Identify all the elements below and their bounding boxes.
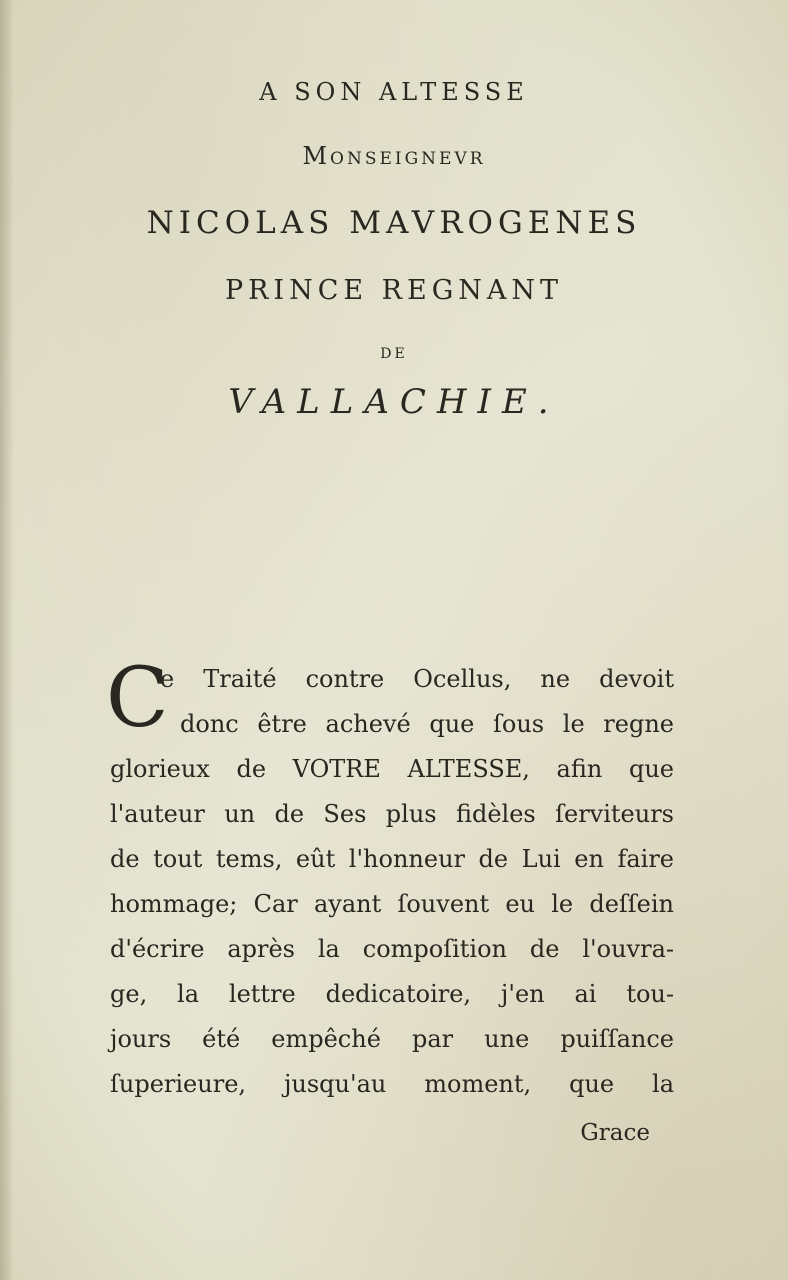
catchword: Grace (580, 1120, 650, 1146)
dedication-place: VALLACHIE. (228, 382, 560, 422)
page-gutter-shadow (0, 0, 14, 1280)
text-line-9: jours été empêché par une puiſſance (110, 1025, 674, 1053)
text-line-4: l'auteur un de Ses plus fidèles ſerviteurs (110, 800, 674, 828)
text-line-10: ſuperieure, jusqu'au moment, que la (110, 1070, 674, 1098)
text-line-1: e Traité contre Ocellus, ne devoit (160, 665, 674, 693)
text-line-6: hommage; Car ayant ſouvent eu le deſſein (110, 890, 674, 918)
drop-cap: C (106, 651, 169, 746)
dedication-de: DE (380, 346, 408, 362)
dedication-name: NICOLAS MAVROGENES (146, 205, 642, 241)
text-line-5: de tout tems, eût l'honneur de Lui en faire (110, 845, 674, 873)
text-line-2: donc être achevé que ſous le regne (180, 710, 674, 738)
text-line-7: d'écrire après la compoſition de l'ouvra- (110, 935, 674, 963)
text-line-3: glorieux de VOTRE ALTESSE, afin que (110, 755, 674, 783)
text-line-8: ge, la lettre dedicatoire, j'en ai tou- (110, 980, 674, 1008)
dedication-line-2: Monseignevr (302, 142, 486, 170)
dedication-line-1: A SON ALTESSE (259, 78, 529, 106)
dedication-title: PRINCE REGNANT (224, 275, 564, 306)
